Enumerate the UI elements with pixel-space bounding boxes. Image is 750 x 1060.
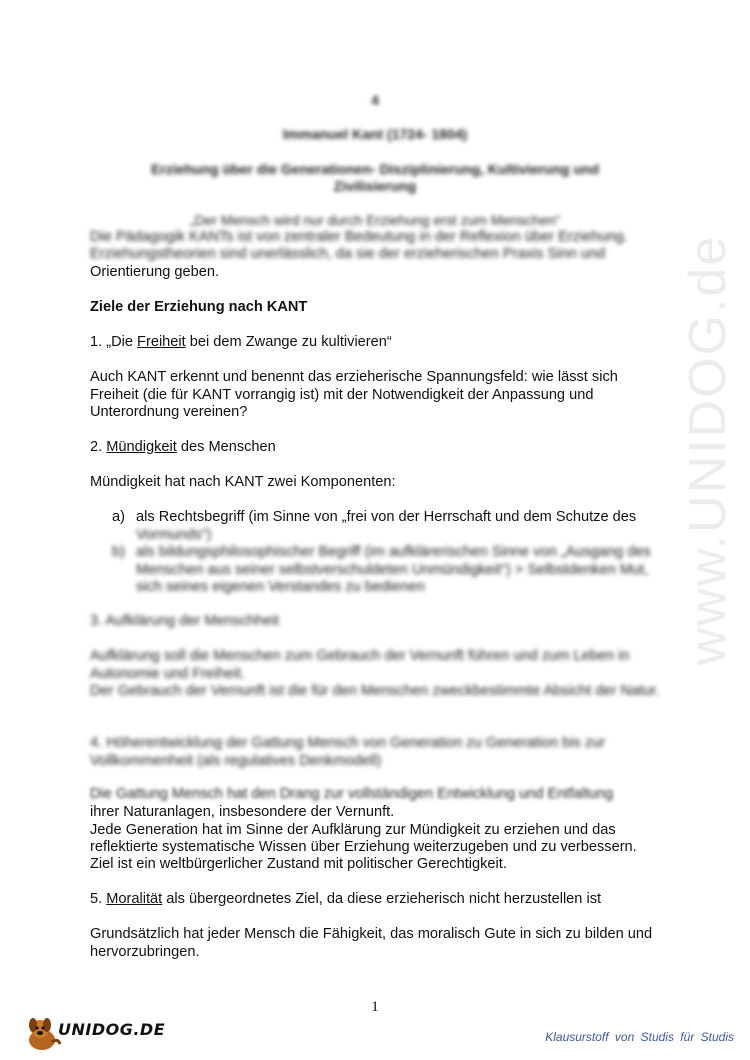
watermark: www.UNIDOG.de: [679, 234, 737, 666]
page-number: 1: [371, 999, 379, 1015]
document-subtitle-line2: Zivilisierung: [333, 178, 417, 194]
goal1-heading: [90, 334, 670, 352]
goal1-keyword: Freiheit: [137, 334, 186, 350]
goal3-heading: 3. Aufklärung der Menschheit: [90, 613, 280, 629]
goal5-text: Grundsätzlich hat jeder Mensch die Fähigkeit, das moralisch Gute in sich zu bilden und hervorzubringen.: [90, 926, 653, 960]
goal4-line1: Die Gattung Mensch hat den Drang zur vollständigen Entwicklung und Entfaltung: [90, 786, 614, 802]
list-item-a: [112, 509, 672, 545]
goal3-text1: Aufklärung soll die Menschen zum Gebrauch der Vernunft führen und zum Leben in Autonomie und Freiheit.: [90, 648, 630, 682]
goal4-line5: Ziel ist ein weltbürgerlicher Zustand mit politischer Gerechtigkeit.: [90, 856, 507, 872]
list-item-b-text: als bildungsphilosophischer Begriff (im aufklärerischen Sinne von „Ausgang des Menschen aus seiner selbstverschuldeten Unmündigkeit“) > Selbstdenken Mut, sich seines eigenen Verstandes zu bedienen: [136, 544, 651, 595]
goal1-text: Auch KANT erkennt und benennt das erzieherische Spannungsfeld: wie lässt sich Freiheit (die für KANT vorrangig ist) mit der Notwendigkeit der Anpassung und Unterordnung vereinen?: [90, 369, 618, 420]
document-title: Immanuel Kant (1724- 1804): [282, 126, 468, 142]
goal5-prefix: 5.: [90, 891, 107, 907]
goal3-text2: Der Gebrauch der Vernunft ist die für den Menschen zweckbestimmte Absicht der Natur.: [90, 683, 660, 699]
list-marker-a: a): [112, 509, 125, 525]
intro-line3: Orientierung geben.: [90, 264, 219, 280]
goal2-keyword: Mündigkeit: [106, 439, 177, 455]
section-heading: Ziele der Erziehung nach KANT: [90, 299, 308, 315]
goal4-heading: 4. Höherentwicklung der Gattung Mensch von Generation zu Generation bis zur Vollkommenheit (als regulatives Denkmodell): [90, 735, 606, 769]
goal4-line4: reflektierte systematische Wissen über Erziehung weiterzugeben und zu verbessern.: [90, 839, 637, 855]
intro-line2: Erziehungstheorien sind unerlässlich, da sie der erzieherischen Praxis Sinn und: [90, 246, 606, 262]
goal4-line3: Jede Generation hat im Sinne der Aufklärung zur Mündigkeit zu erziehen und das: [90, 822, 616, 838]
goal5-suffix: als übergeordnetes Ziel, da diese erzieherisch nicht herzustellen ist: [162, 891, 602, 907]
goal5-keyword: Moralität: [106, 891, 163, 907]
list-marker-b: b): [112, 544, 125, 560]
goal2-text: Mündigkeit hat nach KANT zwei Komponenten:: [90, 474, 396, 490]
intro-line1: Die Pädagogik KANTs ist von zentraler Bedeutung in der Reflexion über Erziehung.: [90, 229, 628, 245]
list-item-a-line2: Vormunds“): [136, 527, 212, 543]
goal1-prefix: 1. „Die: [90, 334, 138, 350]
goal2-suffix: des Menschen: [176, 439, 276, 455]
list-item-b: [112, 544, 672, 598]
footer-tagline: Klausurstoff von Studis für Studis: [545, 1030, 734, 1044]
chapter-number: 4: [371, 92, 379, 108]
goal4-line2: ihrer Naturanlagen, insbesondere der Vernunft.: [90, 804, 395, 820]
document-subtitle-line1: Erziehung über die Generationen- Disziplinierung, Kultivierung und: [150, 161, 600, 177]
quote: „Der Mensch wird nur durch Erziehung erst zum Menschen“: [189, 212, 561, 228]
goal5-heading: [90, 891, 670, 909]
goal2-heading: [90, 439, 670, 457]
logo-text: UNIDOG.DE: [58, 1020, 166, 1039]
list-item-a-line1: als Rechtsbegriff (im Sinne von „frei von der Herrschaft und dem Schutze des: [136, 509, 637, 525]
goal1-suffix: bei dem Zwange zu kultivieren“: [185, 334, 392, 350]
goal2-prefix: 2.: [90, 439, 107, 455]
